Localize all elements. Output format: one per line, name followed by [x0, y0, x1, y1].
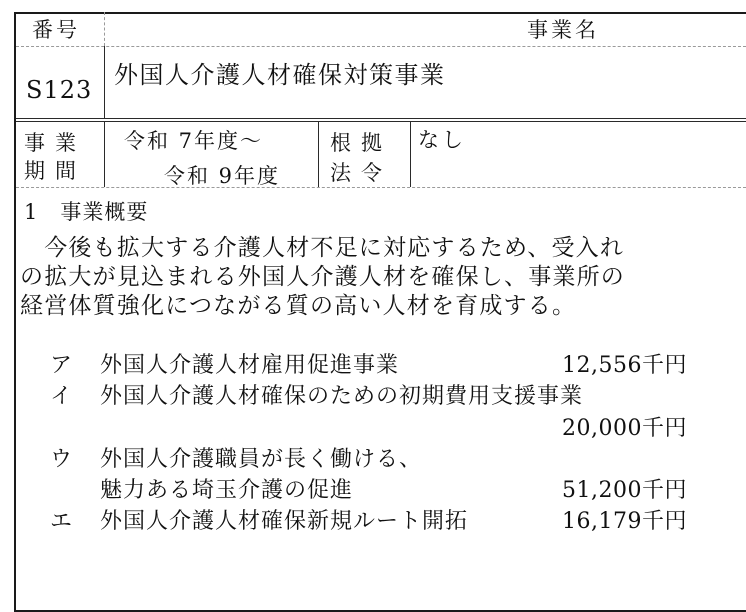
period-end: 令和 9年度 — [164, 164, 281, 188]
legal-basis-label-line1: 根拠 — [330, 131, 392, 155]
item-title-u-line2: 魅力ある埼玉介護の促進 — [100, 478, 354, 503]
item-mark-u: ウ — [50, 447, 74, 472]
period-label-line1: 事業 — [24, 131, 86, 155]
period-start: 令和 7年度～ — [124, 129, 264, 153]
overview-line-2: の拡大が見込まれる外国人介護人材を確保し、事業所の — [20, 264, 625, 290]
period-label-divider — [104, 121, 105, 187]
legal-basis-divider — [410, 121, 411, 187]
period-label-line2: 期間 — [24, 159, 86, 183]
period-value-divider — [318, 121, 319, 187]
period-row-top — [16, 121, 746, 122]
item-title-u-line1: 外国人介護職員が長く働ける、 — [100, 447, 423, 472]
item-amount-i: 20,000千円 — [562, 416, 687, 441]
project-name-header: 事業名 — [527, 18, 599, 42]
item-mark-e: エ — [50, 509, 74, 534]
overview-heading: 1 事業概要 — [24, 200, 149, 224]
overview-separator — [16, 187, 746, 188]
legal-basis-label-line2: 法令 — [330, 161, 392, 185]
legal-basis-value: なし — [418, 128, 466, 152]
item-amount-u: 51,200千円 — [562, 478, 687, 503]
item-mark-i: イ — [50, 384, 74, 409]
number-header: 番号 — [32, 18, 80, 42]
code-divider — [104, 46, 105, 118]
item-amount-a: 12,556千円 — [562, 353, 687, 378]
header-divider — [104, 12, 105, 46]
item-title-e: 外国人介護人材確保新規ルート開拓 — [100, 509, 469, 534]
header-separator — [16, 46, 746, 47]
item-title-i: 外国人介護人材確保のための初期費用支援事業 — [100, 384, 584, 409]
project-code: S123 — [26, 76, 93, 104]
item-amount-e: 16,179千円 — [562, 509, 687, 534]
overview-line-1: 今後も拡大する介護人材不足に対応するため、受入れ — [20, 235, 625, 261]
project-row-bottom — [16, 118, 746, 119]
project-name: 外国人介護人材確保対策事業 — [114, 61, 446, 89]
item-mark-a: ア — [50, 353, 74, 378]
item-title-a: 外国人介護人材雇用促進事業 — [100, 353, 400, 378]
overview-line-3: 経営体質強化につながる質の高い人材を育成する。 — [20, 293, 577, 319]
